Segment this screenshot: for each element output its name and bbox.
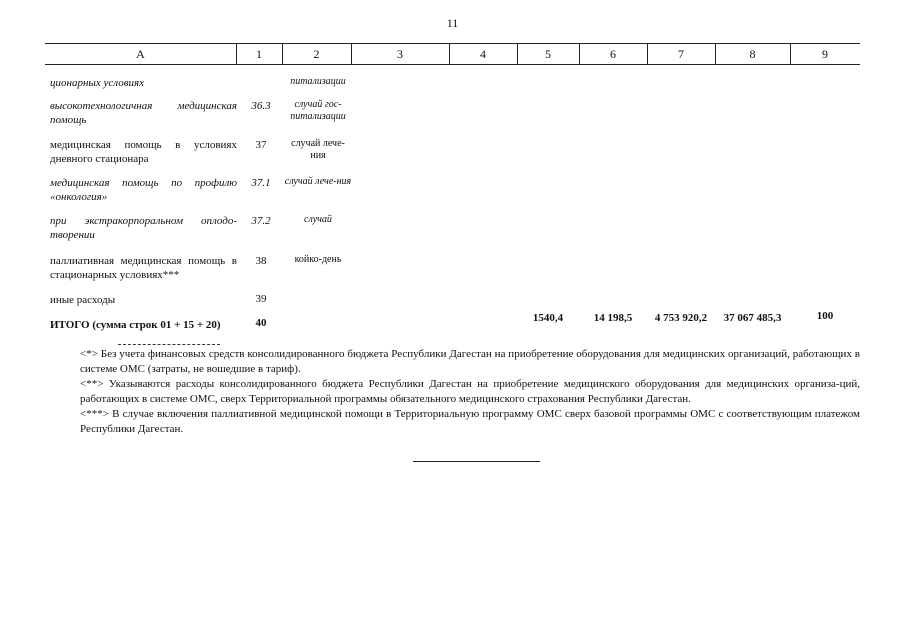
total-col-9: 100 [816, 310, 834, 322]
column-header-1: 1 [256, 47, 262, 61]
row-unit: питализации [290, 76, 346, 87]
page-number: 11 [446, 16, 459, 30]
total-col-8: 37 067 485,3 [723, 312, 782, 324]
column-header-7: 7 [678, 47, 684, 61]
row-unit: случай гос-питализации [290, 99, 346, 122]
column-header-3: 3 [397, 47, 403, 61]
row-unit: случай лече-ния [291, 138, 345, 161]
row-unit: случай лече-ния [284, 176, 352, 187]
footnote: <*> Без учета финансовых средств консолидированного бюджета Республики Дагестан на приобретение оборудования для медицинских организаций, работающих в системе ОМС (затраты, не вошедшие в тариф). [80, 348, 860, 375]
column-header-5: 5 [545, 47, 551, 61]
column-header-a: А [136, 47, 145, 61]
row-description: медицинская помощь в условиях дневного стационара [50, 139, 237, 165]
row-number: 36.3 [251, 100, 271, 112]
end-of-document-rule [413, 461, 540, 462]
total-col-5: 1540,4 [532, 312, 564, 324]
row-description: медицинская помощь по профилю «онкология» [50, 177, 237, 203]
column-header-8: 8 [749, 47, 756, 61]
row-description: иные расходы [50, 294, 116, 306]
row-description: ционарных условиях [50, 77, 144, 89]
footnote: <**> Указываются расходы консолидированного бюджета Республики Дагестан на приобретение медицинского оборудования для медицинских организа-ций, работающих в системе ОМС, сверх Территориальной программы обязательного медицинского страхования Республики Дагестан. [80, 378, 860, 405]
row-unit: случай [304, 214, 332, 225]
row-number: 37 [255, 139, 267, 151]
footnote-separator [118, 344, 220, 345]
column-header-2: 2 [313, 47, 320, 61]
row-number: 38 [255, 255, 267, 267]
row-unit: койко-день [294, 254, 342, 265]
row-number: 39 [255, 293, 267, 305]
row-number: 37.1 [251, 177, 271, 189]
header-bottom-rule [45, 64, 860, 65]
total-row-label: ИТОГО (сумма строк 01 + 15 + 20) [50, 319, 221, 331]
row-description: высокотехнологичная медицинская помощь [50, 100, 237, 126]
total-col-7: 4 753 920,2 [654, 312, 708, 324]
footnote: <***> В случае включения паллиативной медицинской помощи в Территориальную программу ОМС сверх базовой программы ОМС с соответствующим платежом Республики Дагестан. [80, 408, 860, 435]
column-header-9: 9 [822, 47, 828, 61]
row-description: при экстракорпоральном оплодо-творении [50, 215, 237, 241]
total-row-number: 40 [255, 317, 267, 329]
row-number: 37.2 [251, 215, 271, 227]
column-header-4: 4 [480, 47, 486, 61]
row-description: паллиативная медицинская помощь в стационарных условиях*** [50, 255, 237, 281]
footnotes [80, 347, 860, 437]
total-col-6: 14 198,5 [593, 312, 633, 324]
column-header-6: 6 [610, 47, 616, 61]
